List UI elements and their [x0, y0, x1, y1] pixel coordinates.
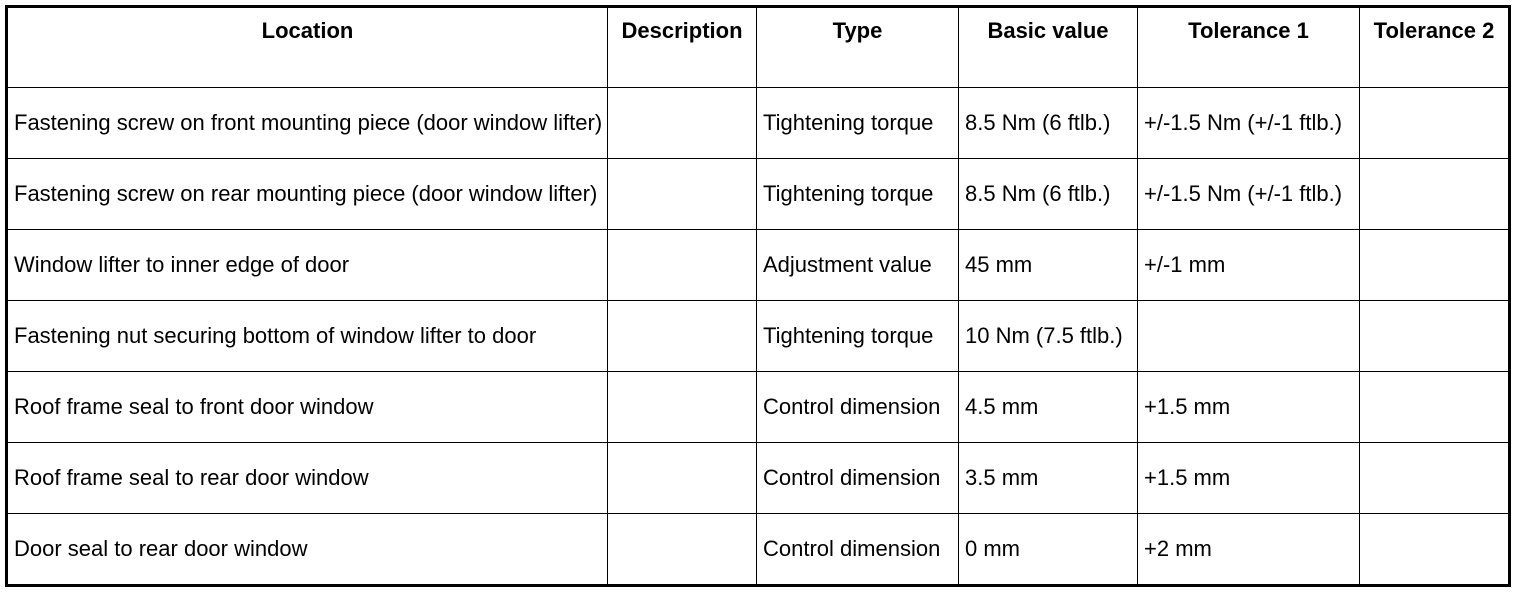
cell-location: Roof frame seal to rear door window — [7, 443, 608, 514]
cell-location: Fastening nut securing bottom of window lifter to door — [7, 301, 608, 372]
cell-tolerance-1: +2 mm — [1138, 514, 1360, 586]
table-row — [7, 230, 1510, 301]
column-header-description: Description — [608, 7, 757, 88]
cell-tolerance-2 — [1360, 88, 1510, 159]
cell-tolerance-2 — [1360, 443, 1510, 514]
cell-basic-value: 3.5 mm — [959, 443, 1138, 514]
column-header-tolerance-2: Tolerance 2 — [1360, 7, 1510, 88]
cell-type: Tightening torque — [757, 88, 959, 159]
cell-location: Fastening screw on front mounting piece (door window lifter) — [7, 88, 608, 159]
cell-tolerance-2 — [1360, 514, 1510, 586]
cell-type: Adjustment value — [757, 230, 959, 301]
cell-type: Control dimension — [757, 514, 959, 586]
cell-location: Window lifter to inner edge of door — [7, 230, 608, 301]
table-row — [7, 159, 1510, 230]
cell-description — [608, 230, 757, 301]
cell-tolerance-1: +/-1.5 Nm (+/-1 ftlb.) — [1138, 88, 1360, 159]
header-row — [7, 7, 1510, 88]
table-row — [7, 88, 1510, 159]
table-row — [7, 443, 1510, 514]
cell-tolerance-1: +1.5 mm — [1138, 372, 1360, 443]
cell-basic-value: 8.5 Nm (6 ftlb.) — [959, 88, 1138, 159]
cell-description — [608, 443, 757, 514]
cell-type: Control dimension — [757, 443, 959, 514]
cell-location: Roof frame seal to front door window — [7, 372, 608, 443]
cell-tolerance-1: +1.5 mm — [1138, 443, 1360, 514]
cell-location: Fastening screw on rear mounting piece (door window lifter) — [7, 159, 608, 230]
cell-basic-value: 8.5 Nm (6 ftlb.) — [959, 159, 1138, 230]
cell-tolerance-1: +/-1 mm — [1138, 230, 1360, 301]
cell-basic-value: 4.5 mm — [959, 372, 1138, 443]
cell-basic-value: 10 Nm (7.5 ftlb.) — [959, 301, 1138, 372]
cell-description — [608, 159, 757, 230]
column-header-location: Location — [7, 7, 608, 88]
cell-description — [608, 88, 757, 159]
cell-basic-value: 0 mm — [959, 514, 1138, 586]
column-header-type: Type — [757, 7, 959, 88]
cell-tolerance-2 — [1360, 301, 1510, 372]
cell-description — [608, 372, 757, 443]
cell-type: Control dimension — [757, 372, 959, 443]
specification-table — [5, 5, 1511, 587]
cell-type: Tightening torque — [757, 301, 959, 372]
table-row — [7, 301, 1510, 372]
cell-tolerance-2 — [1360, 159, 1510, 230]
column-header-tolerance-1: Tolerance 1 — [1138, 7, 1360, 88]
table-row — [7, 514, 1510, 586]
table-row — [7, 372, 1510, 443]
cell-description — [608, 514, 757, 586]
cell-tolerance-2 — [1360, 230, 1510, 301]
cell-basic-value: 45 mm — [959, 230, 1138, 301]
cell-tolerance-1 — [1138, 301, 1360, 372]
cell-tolerance-2 — [1360, 372, 1510, 443]
column-header-basic-value: Basic value — [959, 7, 1138, 88]
cell-description — [608, 301, 757, 372]
cell-location: Door seal to rear door window — [7, 514, 608, 586]
cell-tolerance-1: +/-1.5 Nm (+/-1 ftlb.) — [1138, 159, 1360, 230]
cell-type: Tightening torque — [757, 159, 959, 230]
